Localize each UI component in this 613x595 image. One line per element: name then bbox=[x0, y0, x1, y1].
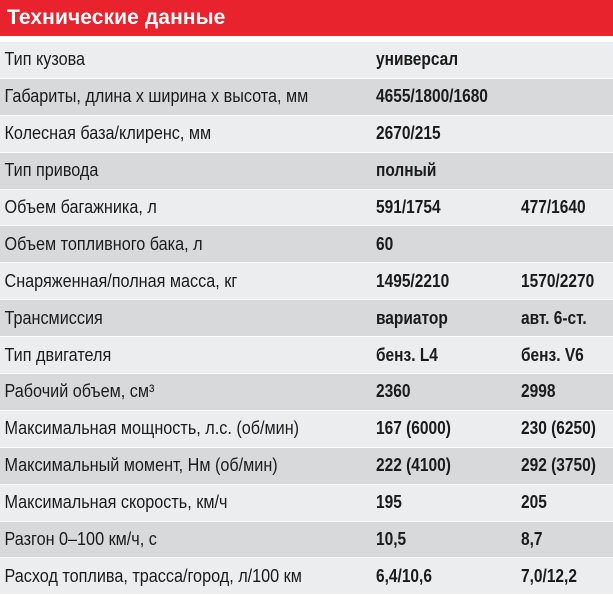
row-value-1: 167 (6000) bbox=[376, 418, 451, 439]
row-value-2: 1570/2270 bbox=[521, 270, 595, 291]
row-label: Габариты, длина х ширина х высота, мм bbox=[4, 86, 309, 107]
table-row bbox=[0, 190, 613, 227]
table-body bbox=[0, 42, 613, 595]
row-label: Колесная база/клиренс, мм bbox=[4, 123, 212, 144]
row-value-1: бенз. L4 bbox=[376, 344, 438, 365]
table-row bbox=[0, 153, 613, 190]
row-label: Расход топлива, трасса/город, л/100 км bbox=[4, 565, 302, 586]
row-label: Максимальная скорость, км/ч bbox=[4, 492, 228, 513]
row-label: Максимальный момент, Нм (об/мин) bbox=[4, 455, 278, 476]
table-row bbox=[0, 226, 613, 263]
row-value-2: 477/1640 bbox=[521, 197, 586, 217]
table-row bbox=[0, 522, 613, 559]
row-value-2: 7,0/12,2 bbox=[521, 565, 577, 586]
table-row bbox=[0, 374, 613, 411]
row-value-1: полный bbox=[376, 160, 437, 181]
row-value-1: 2360 bbox=[376, 381, 411, 402]
row-value-1: универсал bbox=[376, 49, 459, 70]
row-label: Тип двигателя bbox=[4, 344, 112, 365]
table-row bbox=[0, 411, 613, 448]
row-value-1: 10,5 bbox=[376, 529, 407, 550]
table-row bbox=[0, 485, 613, 522]
row-value-1: 591/1754 bbox=[376, 197, 441, 217]
table-row bbox=[0, 558, 613, 595]
row-value-1: 4655/1800/1680 bbox=[376, 86, 488, 107]
row-value-2: 205 bbox=[521, 492, 547, 513]
row-value-1: 1495/2210 bbox=[376, 270, 450, 291]
table-row bbox=[0, 337, 613, 374]
row-value-2: 230 (6250) bbox=[521, 418, 596, 439]
row-label: Рабочий объем, см³ bbox=[4, 381, 155, 402]
row-value-2: 2998 bbox=[521, 381, 556, 402]
row-label: Снаряженная/полная масса, кг bbox=[4, 270, 238, 291]
row-label: Объем багажника, л bbox=[4, 197, 157, 217]
table-row bbox=[0, 116, 613, 153]
row-value-1: 195 bbox=[376, 492, 402, 513]
table-row bbox=[0, 300, 613, 337]
row-value-1: 60 bbox=[376, 233, 394, 254]
row-label: Максимальная мощность, л.с. (об/мин) bbox=[4, 418, 300, 439]
row-value-1: 222 (4100) bbox=[376, 455, 451, 476]
row-value-1: 6,4/10,6 bbox=[376, 565, 432, 586]
row-label: Тип кузова bbox=[4, 49, 86, 70]
row-label: Тип привода bbox=[4, 160, 99, 181]
row-value-2: бенз. V6 bbox=[521, 344, 584, 365]
row-label: Объем топливного бака, л bbox=[4, 233, 203, 254]
table-title: Технические данные bbox=[0, 0, 613, 36]
row-value-2: авт. 6-ст. bbox=[521, 307, 587, 328]
row-value-2: 8,7 bbox=[521, 529, 543, 550]
table-row bbox=[0, 42, 613, 79]
row-value-1: вариатор bbox=[376, 307, 448, 328]
row-label: Разгон 0–100 км/ч, с bbox=[4, 529, 157, 550]
table-row bbox=[0, 79, 613, 116]
row-label: Трансмиссия bbox=[4, 307, 103, 328]
table-row bbox=[0, 448, 613, 485]
row-value-2: 292 (3750) bbox=[521, 455, 596, 476]
row-value-1: 2670/215 bbox=[376, 123, 441, 144]
table-row bbox=[0, 263, 613, 300]
